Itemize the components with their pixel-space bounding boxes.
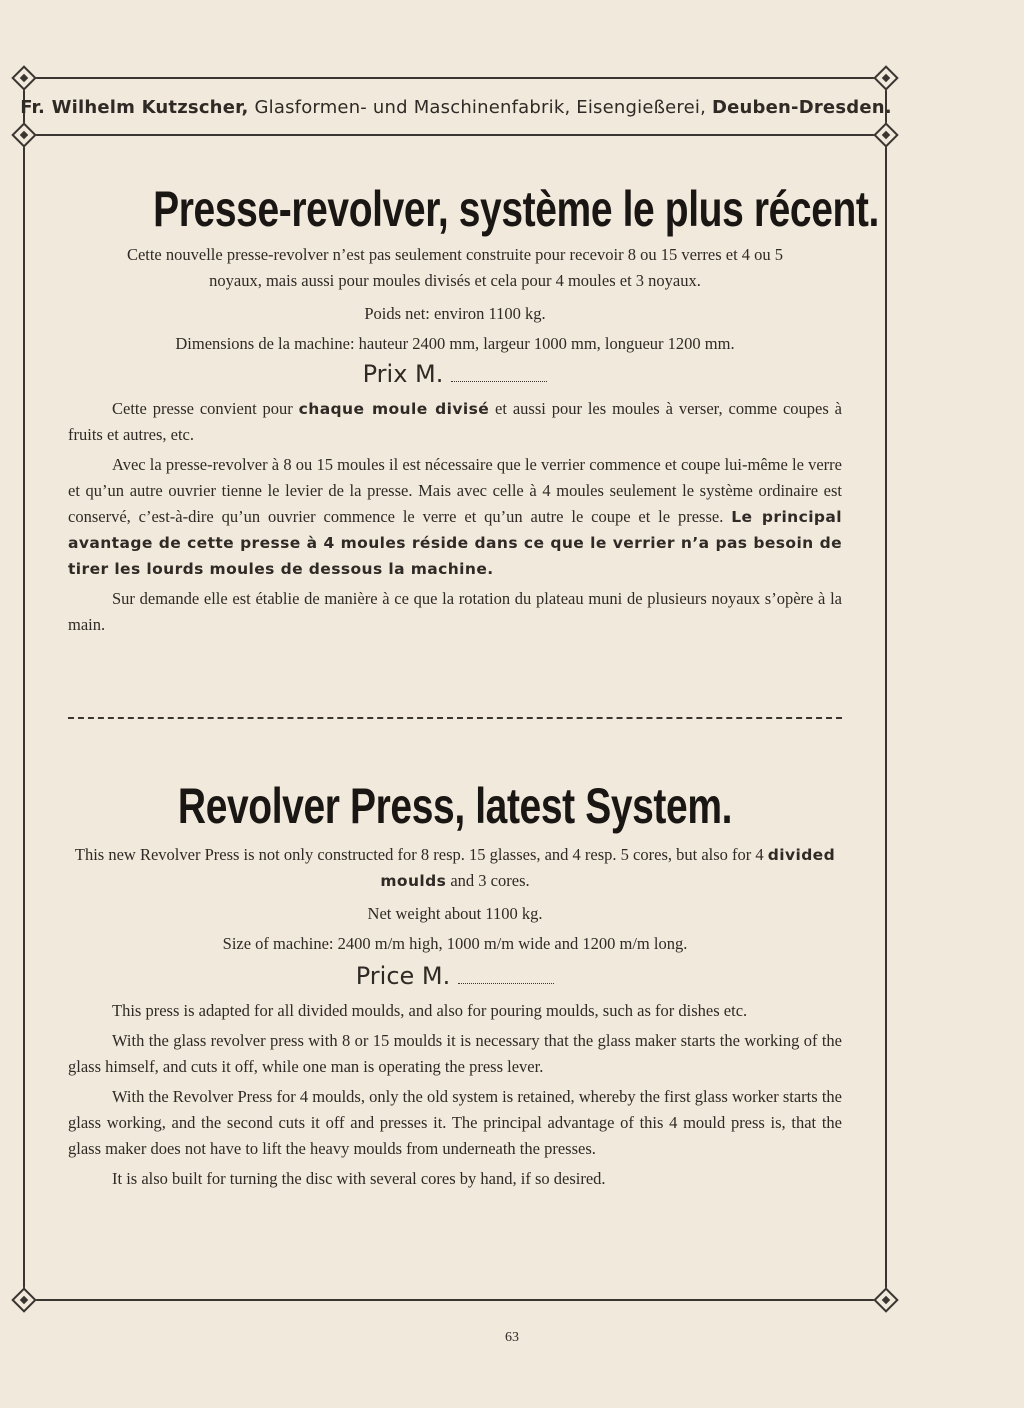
letterhead	[20, 80, 892, 134]
french-p2-text: Avec la presse-revolver à 8 ou 15 moules il est nécessaire que le verrier commence et coupe lui-même le verre et qu’un autre ouvrier tienne le levier de la presse. Mais avec celle à 4 moules seulement le système ordinaire est conservé, c’est-à-dire qu’un ouvrier commence le verre et qu’un autre le coupe et le presse.	[68, 455, 842, 526]
french-weight: Poids net: environ 1100 kg.	[364, 304, 546, 323]
english-price-label: Price M.	[355, 962, 451, 990]
english-price	[68, 962, 842, 990]
english-title: Revolver Press, latest System.	[177, 778, 733, 834]
french-price	[68, 360, 842, 388]
french-p1-text-a: Cette presse convient pour	[112, 399, 293, 418]
english-paragraph-1: This press is adapted for all divided moulds, and also for pouring moulds, such as for dishes etc.	[112, 1001, 748, 1020]
english-weight: Net weight about 1100 kg.	[367, 904, 543, 923]
company-business: Glasformen- und Maschinenfabrik, Eisengießerei,	[254, 96, 707, 118]
frame-right-line	[885, 77, 887, 1301]
english-section	[68, 774, 842, 1196]
french-section	[68, 178, 879, 642]
english-paragraph-4: It is also built for turning the disc with several cores by hand, if so desired.	[112, 1169, 606, 1188]
frame-bottom-line	[24, 1299, 886, 1301]
english-intro-emphasis: divided moulds	[380, 846, 836, 890]
frame-left-line	[23, 77, 25, 1301]
french-p2-emphasis: Le principal avantage de cette presse à 4 moules réside dans ce que le verrier n’a pas besoin de tirer les lourds moules de dessous la machine.	[68, 508, 842, 578]
english-size: Size of machine: 2400 m/m high, 1000 m/m wide and 1200 m/m long.	[222, 934, 688, 953]
french-price-label: Prix M.	[362, 360, 444, 388]
company-name: Fr. Wilhelm Kutzscher,	[20, 96, 249, 118]
price-blank	[458, 983, 554, 984]
french-dimensions: Dimensions de la machine: hauteur 2400 mm, largeur 1000 mm, longueur 1200 mm.	[175, 334, 735, 353]
page-number: 63	[505, 1330, 519, 1345]
price-blank	[451, 381, 547, 382]
french-paragraph-2	[68, 452, 842, 582]
company-location: Deuben-Dresden.	[711, 96, 892, 118]
section-divider	[68, 717, 842, 719]
corner-ornament-icon	[11, 1287, 36, 1312]
frame-top-line	[24, 77, 886, 79]
frame-header-bottom-line	[24, 134, 886, 136]
english-paragraph-3: With the Revolver Press for 4 moulds, only the old system is retained, whereby the first glass worker starts the glass working, and the second cuts it off and presses it. The principal advantage of this 4 mould press is, that the glass maker does not have to lift the heavy moulds from underneath the presses.	[68, 1087, 842, 1158]
french-intro: Cette nouvelle presse-revolver n’est pas seulement construite pour recevoir 8 ou 15 verres et 4 ou 5 noyaux, mais aussi pour moules divisés et cela pour 4 moules et 3 noyaux.	[126, 245, 784, 290]
english-paragraph-2: With the glass revolver press with 8 or 15 moulds it is necessary that the glass maker starts the working of the glass himself, and cuts it off, while one man is operating the press lever.	[68, 1031, 842, 1076]
french-paragraph-3: Sur demande elle est établie de manière à ce que la rotation du plateau muni de plusieurs noyaux s’opère à la main.	[68, 589, 842, 634]
corner-ornament-icon	[873, 1287, 898, 1312]
english-intro	[68, 842, 842, 894]
french-paragraph-1	[68, 396, 842, 448]
english-intro-text-a: This new Revolver Press is not only constructed for 8 resp. 15 glasses, and 4 resp. 5 cores, but also for 4	[74, 845, 764, 864]
french-p1-emphasis: chaque moule divisé	[298, 400, 490, 418]
english-intro-text-c: and 3 cores.	[450, 871, 530, 890]
french-title: Presse-revolver, système le plus récent.	[153, 181, 879, 237]
french-p1-text-c: et aussi pour les moules à verser, comme coupes à fruits et autres, etc.	[68, 399, 842, 444]
